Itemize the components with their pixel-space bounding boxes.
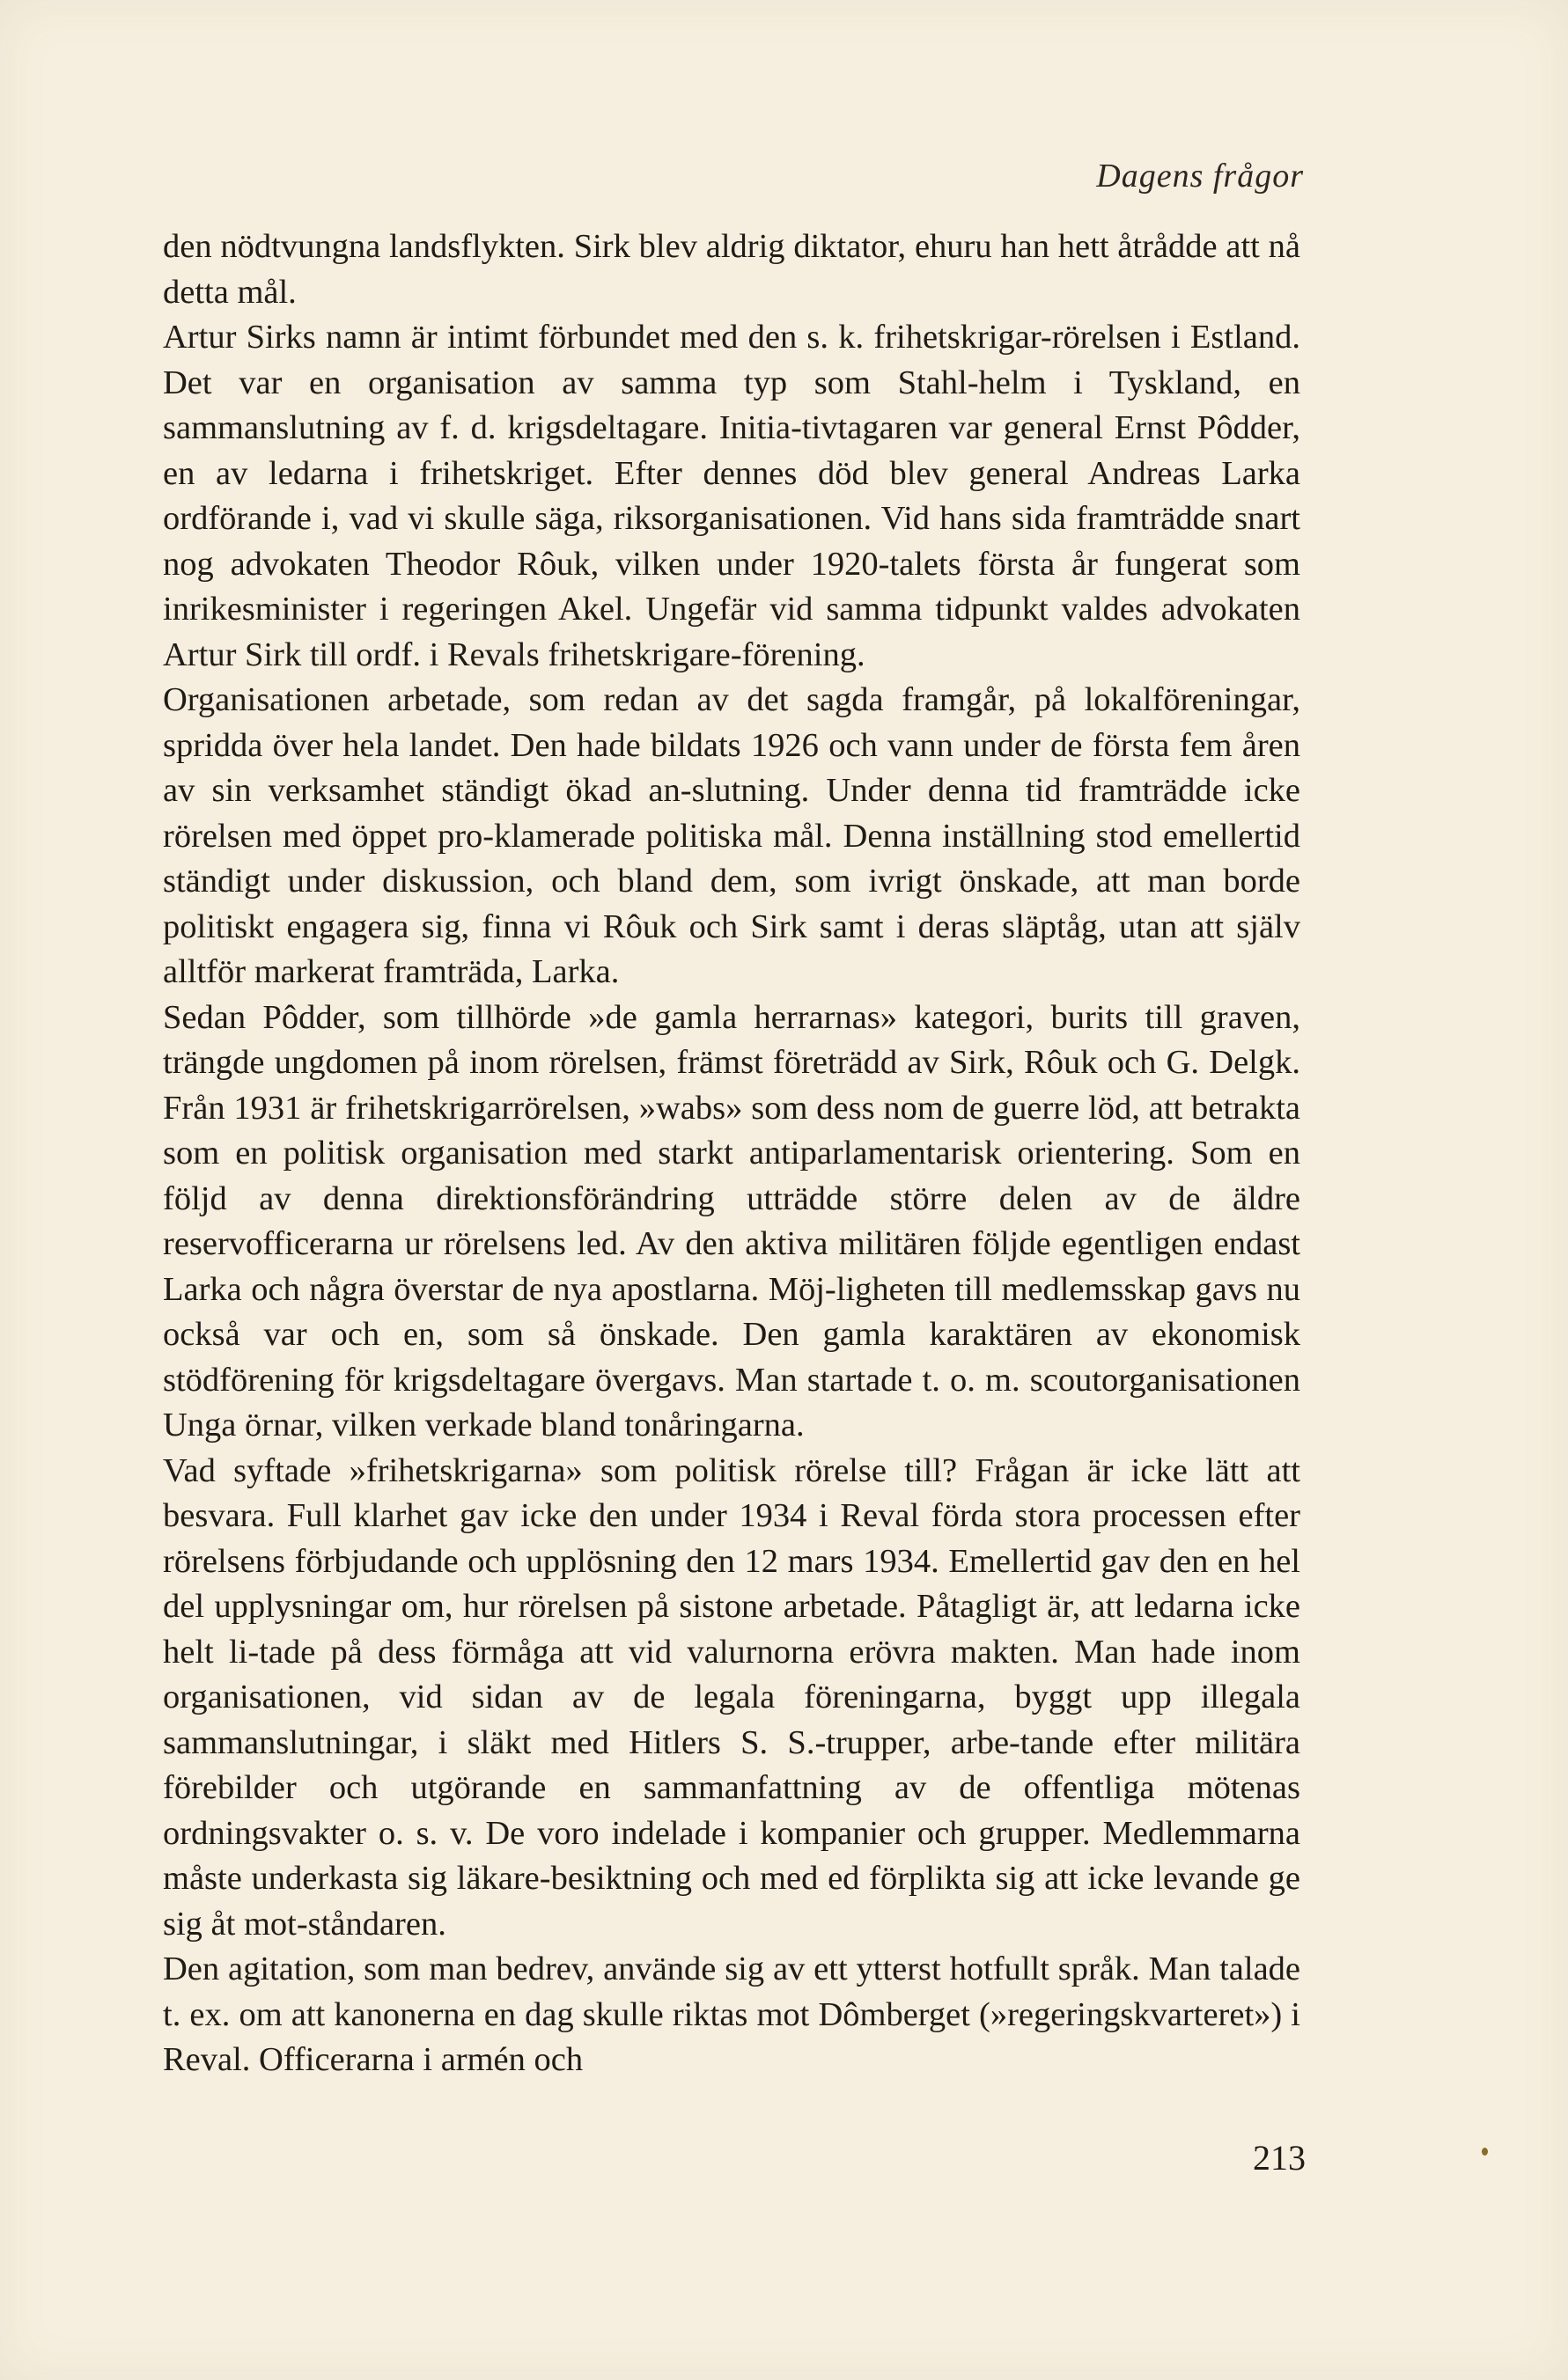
ink-speck — [1482, 2148, 1488, 2156]
paragraph: Organisationen arbetade, som redan av det sagda framgår, på lokalföreningar, spridda över hela landet. Den hade bildats 1926 och vann under de första fem åren av sin verksamhet ständigt ökad an-slutning. Under denna tid framträdde icke rörelsen med öppet pro-klamerade politiska mål. Denna inställning stod emellertid ständigt under diskussion, och bland dem, som ivrigt önskade, att man borde politiskt engagera sig, finna vi Rôuk och Sirk samt i deras släptåg, utan att själv alltför markerat framträda, Larka. — [163, 681, 1300, 990]
paragraph: Artur Sirks namn är intimt förbundet med den s. k. frihetskrigar-rörelsen i Estland. Det var en organisation av samma typ som Stahl-helm i Tyskland, en sammanslutning av f. d. krigsdeltagare. Initia-tivtagaren var general Ernst Pôdder, en av ledarna i frihetskriget. Efter dennes död blev general Andreas Larka ordförande i, vad vi skulle säga, riksorganisationen. Vid hans sida framträdde snart nog advokaten Theodor Rôuk, vilken under 1920-talets första år fungerat som inrikesminister i regeringen Akel. Ungefär vid samma tidpunkt valdes advokaten Artur Sirk till ordf. i Revals frihetskrigare-förening. — [163, 319, 1300, 673]
paragraph: Vad syftade »frihetskrigarna» som politisk rörelse till? Frågan är icke lätt att besvara. Full klarhet gav icke den under 1934 i Reval förda stora processen efter rörelsens förbjudande och upplösning den 12 mars 1934. Emellertid gav den en hel del upplysningar om, hur rörelsen på sistone arbetade. Påtagligt är, att ledarna icke helt li-tade på dess förmåga att vid valurnorna erövra makten. Man hade inom organisationen, vid sidan av de legala föreningarna, byggt upp illegala sammanslutningar, i släkt med Hitlers S. S.-trupper, arbe-tande efter militära förebilder och utgörande en sammanfattning av de offentliga mötenas ordningsvakter o. s. v. De voro indelade i kompanier och grupper. Medlemmarna måste underkasta sig läkare-besiktning och med ed förplikta sig att icke levande ge sig åt mot-ståndaren. — [163, 1451, 1300, 1943]
paragraph: Den agitation, som man bedrev, använde sig av ett ytterst hotfullt språk. Man talade t. ex. om att kanonerna en dag skulle riktas mot Dômberget (»regeringskvarteret») i Reval. Officerarna i armén och — [163, 1950, 1300, 2078]
running-header: Dagens frågor — [1096, 158, 1304, 195]
page-number: 213 — [1253, 2138, 1306, 2178]
body-text — [163, 224, 1300, 2083]
paragraph: Sedan Pôdder, som tillhörde »de gamla herrarnas» kategori, burits till graven, trängde ungdomen på inom rörelsen, främst företrädd av Sirk, Rôuk och G. Delgk. Från 1931 är frihetskrigarrörelsen, »wabs» som dess nom de guerre löd, att betrakta som en politisk organisation med starkt antiparlamentarisk orientering. Som en följd av denna direktionsförändring utträdde större delen av de äldre reservofficerarna ur rörelsens led. Av den aktiva militären följde egentligen endast Larka och några överstar de nya apostlarna. Möj-ligheten till medlemsskap gavs nu också var och en, som så önskade. Den gamla karaktären av ekonomisk stödförening för krigsdeltagare övergavs. Man startade t. o. m. scoutorganisationen Unga örnar, vilken verkade bland tonåringarna. — [163, 998, 1300, 1443]
paragraph: den nödtvungna landsflykten. Sirk blev aldrig diktator, ehuru han hett åtrådde att nå detta mål. — [163, 228, 1300, 311]
